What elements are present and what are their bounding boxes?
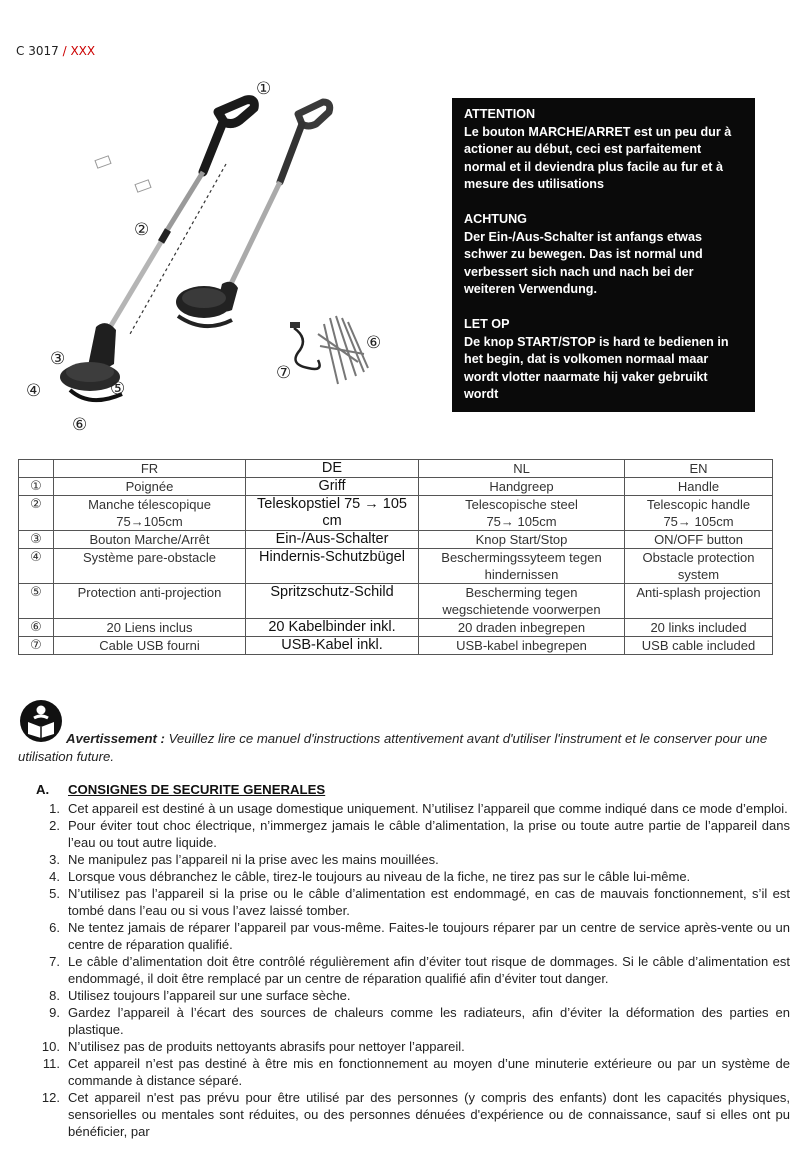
safety-rules-list	[18, 800, 790, 1140]
cell-en: Telescopic handle 75→ 105cm	[625, 496, 773, 531]
cell-de: Griff	[246, 478, 419, 496]
list-item-text: Ne tentez jamais de réparer l’appareil par vous-même. Faites-le toujours réparer par un centre de service après-vente ou un centre de réparation qualifié.	[68, 920, 790, 952]
list-item-number: 3.	[49, 852, 60, 867]
cell-nl: Beschermingssyteem tegen hindernissen	[419, 549, 625, 584]
cell-nl: USB-kabel inbegrepen	[419, 637, 625, 655]
cell-en: Handle	[625, 478, 773, 496]
callout-4: ④	[26, 381, 42, 401]
cell-nl: Knop Start/Stop	[419, 531, 625, 549]
attention-box	[452, 98, 755, 412]
section-letter: A.	[36, 782, 50, 797]
list-item	[18, 800, 790, 817]
table-row	[19, 478, 773, 496]
list-item-text: Cet appareil n’est pas destiné à être mis en fonctionnement au moyen d’une minuterie extérieure ou par un système de commande à distance séparé.	[68, 1056, 790, 1088]
cell-en: Obstacle protection system	[625, 549, 773, 584]
cell-de: Hindernis-Schutzbügel	[246, 549, 419, 584]
cell-num: ⑥	[19, 619, 54, 637]
cell-fr: Protection anti-projection	[54, 584, 246, 619]
cell-en: ON/OFF button	[625, 531, 773, 549]
header-fr: FR	[54, 460, 246, 478]
cell-de: 20 Kabelbinder inkl.	[246, 619, 419, 637]
list-item-text: Cet appareil n'est pas prévu pour être utilisé par des personnes (y compris des enfants) dont les capacités physiques, sensorielles ou mentales sont réduites, ou des personnes dénuées d'expérience ou de connaissance, sauf si elles ont pu bénéficier, par	[68, 1090, 790, 1139]
parts-table	[18, 459, 773, 655]
header-de: DE	[246, 460, 419, 478]
list-item	[18, 1038, 790, 1055]
warning-paragraph	[18, 730, 790, 765]
list-item	[18, 1055, 790, 1089]
section-heading: CONSIGNES DE SECURITE GENERALES	[68, 782, 326, 797]
list-item-number: 11.	[42, 1056, 60, 1071]
list-item-text: Pour éviter tout choc électrique, n’immergez jamais le câble d’alimentation, la prise ou toute autre partie de l’appareil dans l’eau ou tout autre liquide.	[68, 818, 790, 850]
list-item-number: 8.	[49, 988, 60, 1003]
attention-heading: ATTENTION	[464, 107, 536, 121]
list-item	[18, 868, 790, 885]
cell-en: USB cable included	[625, 637, 773, 655]
cell-nl: Bescherming tegen wegschietende voorwerpen	[419, 584, 625, 619]
list-item-number: 2.	[49, 818, 60, 833]
callout-6b: ⑥	[366, 333, 382, 353]
cell-nl: Handgreep	[419, 478, 625, 496]
cell-fr: Cable USB fourni	[54, 637, 246, 655]
callout-1: ①	[256, 79, 272, 99]
header-nl: NL	[419, 460, 625, 478]
list-item-text: Utilisez toujours l’appareil sur une surface sèche.	[68, 988, 351, 1003]
code-separator: /	[62, 44, 67, 58]
list-item-text: N’utilisez pas l’appareil si la prise ou le câble d’alimentation est endommagé, en cas de mauvais fonctionnement, s’il est tombé dans l’eau ou si vous l’avez laissé tomber.	[68, 886, 790, 918]
cell-num: ③	[19, 531, 54, 549]
list-item-text: Ne manipulez pas l’appareil ni la prise avec les mains mouillées.	[68, 852, 439, 867]
attention-text: Le bouton MARCHE/ARRET est un peu dur à actioner au début, ceci est parfaitement normal et il deviendra plus facile au fur et à mesure des utilisations	[464, 124, 732, 192]
cell-num: ④	[19, 549, 54, 584]
callout-7: ⑦	[276, 363, 292, 383]
cell-fr: Poignée	[54, 478, 246, 496]
usb-cable-illustration	[290, 322, 320, 369]
list-item-text: Lorsque vous débranchez le câble, tirez-le toujours au niveau de la fiche, ne tirez pas sur le câble lui-même.	[68, 869, 691, 884]
model-code: C 3017	[16, 44, 59, 58]
cell-fr: Système pare-obstacle	[54, 549, 246, 584]
section-title	[36, 782, 325, 797]
list-item-number: 12.	[41, 1090, 60, 1105]
cell-num: ⑦	[19, 637, 54, 655]
cell-de: Spritzschutz-Schild	[246, 584, 419, 619]
table-row	[19, 619, 773, 637]
table-row	[19, 531, 773, 549]
cell-nl: Telescopische steel 75→ 105cm	[419, 496, 625, 531]
attention-text: De knop START/STOP is hard te bedienen in het begin, dat is volkomen normaal maar wordt vlotter naarmate hij vaker gebruikt wordt	[464, 334, 729, 402]
list-item-text: N’utilisez pas de produits nettoyants abrasifs pour nettoyer l’appareil.	[68, 1039, 465, 1054]
list-item	[18, 919, 790, 953]
list-item	[18, 1089, 790, 1140]
header-en: EN	[625, 460, 773, 478]
list-item-number: 4.	[49, 869, 60, 884]
list-item-text: Le câble d’alimentation doit être contrôlé régulièrement afin d’éviter tout risque de dommages. Si le câble d’alimentation est endommagé, il doit être remplacé par un centre de réparation qualifié afin d’éviter tout danger.	[68, 954, 790, 986]
attention-fr	[464, 106, 745, 194]
list-item	[18, 851, 790, 868]
list-item-text: Cet appareil est destiné à un usage domestique uniquement. N’utilisez l’appareil que comme indiqué dans ce mode d’emploi.	[68, 801, 788, 816]
attention-text: Der Ein-/Aus-Schalter ist anfangs etwas schwer zu bewegen. Das ist normal und verbessert sich nach und nach bei der weiteren Verwendung.	[464, 229, 703, 297]
table-row	[19, 549, 773, 584]
callout-2: ②	[134, 220, 150, 240]
cell-en: Anti-splash projection	[625, 584, 773, 619]
list-item	[18, 1004, 790, 1038]
list-item	[18, 885, 790, 919]
cell-fr: Bouton Marche/Arrêt	[54, 531, 246, 549]
list-item-text: Gardez l’appareil à l’écart des sources de chaleurs comme les radiateurs, afin d’éviter la déformation des parties en plastique.	[68, 1005, 790, 1037]
cell-en: 20 links included	[625, 619, 773, 637]
list-item	[18, 987, 790, 1004]
cell-fr: 20 Liens inclus	[54, 619, 246, 637]
code-suffix: XXX	[70, 44, 96, 58]
callout-3: ③	[50, 349, 66, 369]
document-code	[16, 44, 95, 58]
list-item-number: 10.	[41, 1039, 60, 1054]
callout-6a: ⑥	[72, 415, 88, 435]
list-item	[18, 953, 790, 987]
list-item-number: 1.	[49, 801, 60, 816]
cell-num: ①	[19, 478, 54, 496]
cell-de: Ein-/Aus-Schalter	[246, 531, 419, 549]
cell-de: Teleskopstiel 75 → 105 cm	[246, 496, 419, 531]
cell-num: ②	[19, 496, 54, 531]
trimmer-left	[60, 100, 254, 400]
product-illustration	[18, 72, 418, 442]
warning-text: Veuillez lire ce manuel d'instructions attentivement avant d'utiliser l'instrument et le conserver pour une utilisation future.	[18, 731, 768, 764]
table-header-row	[19, 460, 773, 478]
list-item	[18, 817, 790, 851]
list-item-number: 7.	[49, 954, 60, 969]
trimmer-right	[130, 102, 330, 334]
header-num	[19, 460, 54, 478]
cell-fr: Manche télescopique 75→105cm	[54, 496, 246, 531]
cable-ties-illustration	[318, 316, 368, 384]
warning-label: Avertissement :	[66, 731, 165, 746]
callout-5: ⑤	[110, 379, 126, 399]
table-row	[19, 637, 773, 655]
cell-de: USB-Kabel inkl.	[246, 637, 419, 655]
cell-nl: 20 draden inbegrepen	[419, 619, 625, 637]
attention-nl	[464, 316, 745, 404]
attention-de	[464, 211, 745, 299]
list-item-number: 6.	[49, 920, 60, 935]
attention-heading: LET OP	[464, 316, 510, 331]
list-item-number: 9.	[49, 1005, 60, 1020]
table-row	[19, 496, 773, 531]
cell-num: ⑤	[19, 584, 54, 619]
table-row	[19, 584, 773, 619]
list-item-number: 5.	[49, 886, 60, 901]
attention-heading: ACHTUNG	[464, 211, 527, 226]
